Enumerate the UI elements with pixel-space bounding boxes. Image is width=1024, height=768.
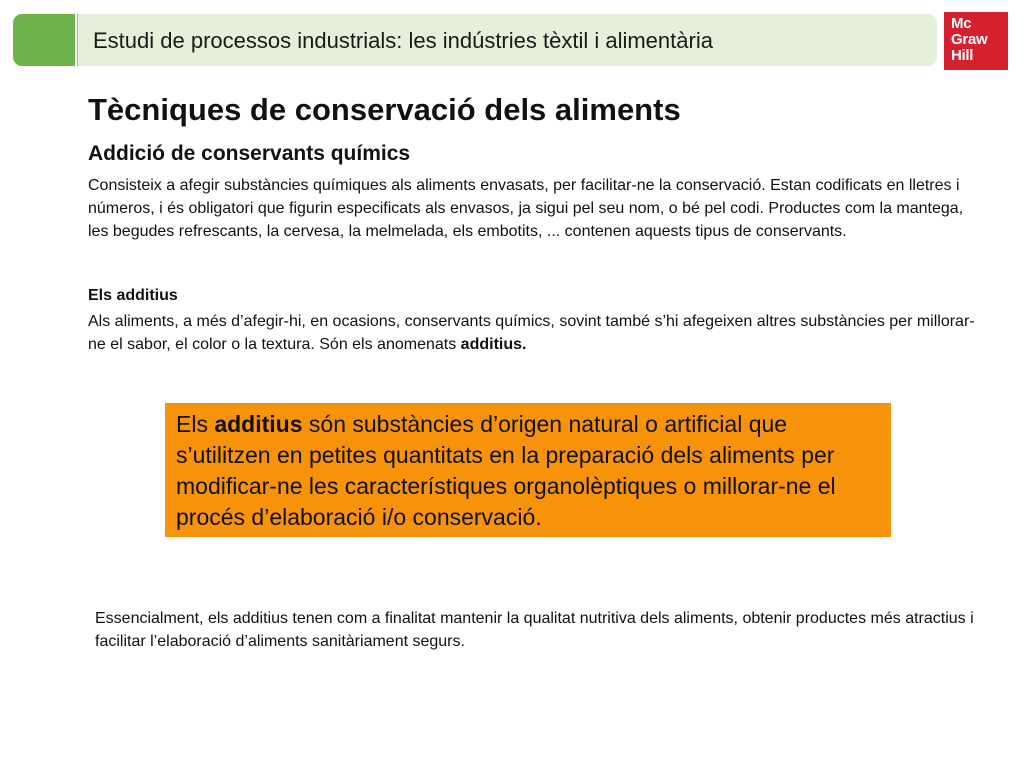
additius-paragraph xyxy=(88,310,988,356)
header-divider xyxy=(75,14,77,66)
callout-prefix: Els xyxy=(176,411,215,437)
logo-line-1: Mc xyxy=(951,15,972,32)
section-subtitle: Addició de conservants químics xyxy=(88,142,411,165)
header-title: Estudi de processos industrials: les indústries tèxtil i alimentària xyxy=(93,28,713,53)
mcgraw-hill-logo xyxy=(944,12,1008,70)
callout-text: són substàncies d’origen natural o artificial que s’utilitzen en petites quantitats en la preparació dels aliments per modificar-ne les característiques organolèptiques o millorar-ne el procés d’elaboració i/o conservació. xyxy=(176,411,836,530)
logo-line-3: Hill xyxy=(951,47,974,64)
logo-line-2: Graw xyxy=(951,31,988,48)
header-accent-block xyxy=(13,14,75,66)
slide-title: Tècniques de conservació dels aliments xyxy=(88,92,681,127)
additius-paragraph-text: Als aliments, a més d’afegir-hi, en ocasions, conservants químics, sovint també s’hi afegeixen altres substàncies per millorar-ne el sabor, el color o la textura. Són els anomenats xyxy=(88,313,975,353)
definition-callout xyxy=(165,403,891,537)
header-bar xyxy=(13,14,937,66)
summary-paragraph: Essencialment, els additius tenen com a finalitat mantenir la qualitat nutritiva dels aliments, obtenir productes més atractius i facilitar l’elaboració d’aliments sanitàriament segurs. xyxy=(95,610,974,650)
callout-bold-term: additius xyxy=(214,411,303,437)
conservants-paragraph: Consisteix a afegir substàncies químiques als aliments envasats, per facilitar-ne la conservació. Estan codificats en lletres i números, i és obligatori que figurin especificats als envasos, ja sigui pel seu nom, o bé pel codi. Productes com la mantega, les begudes refrescants, la cervesa, la melmelada, els embotits, ... contenen aquests tipus de conservants. xyxy=(88,177,964,240)
additius-paragraph-bold: additius. xyxy=(460,336,527,353)
additius-heading: Els additius xyxy=(88,287,178,304)
